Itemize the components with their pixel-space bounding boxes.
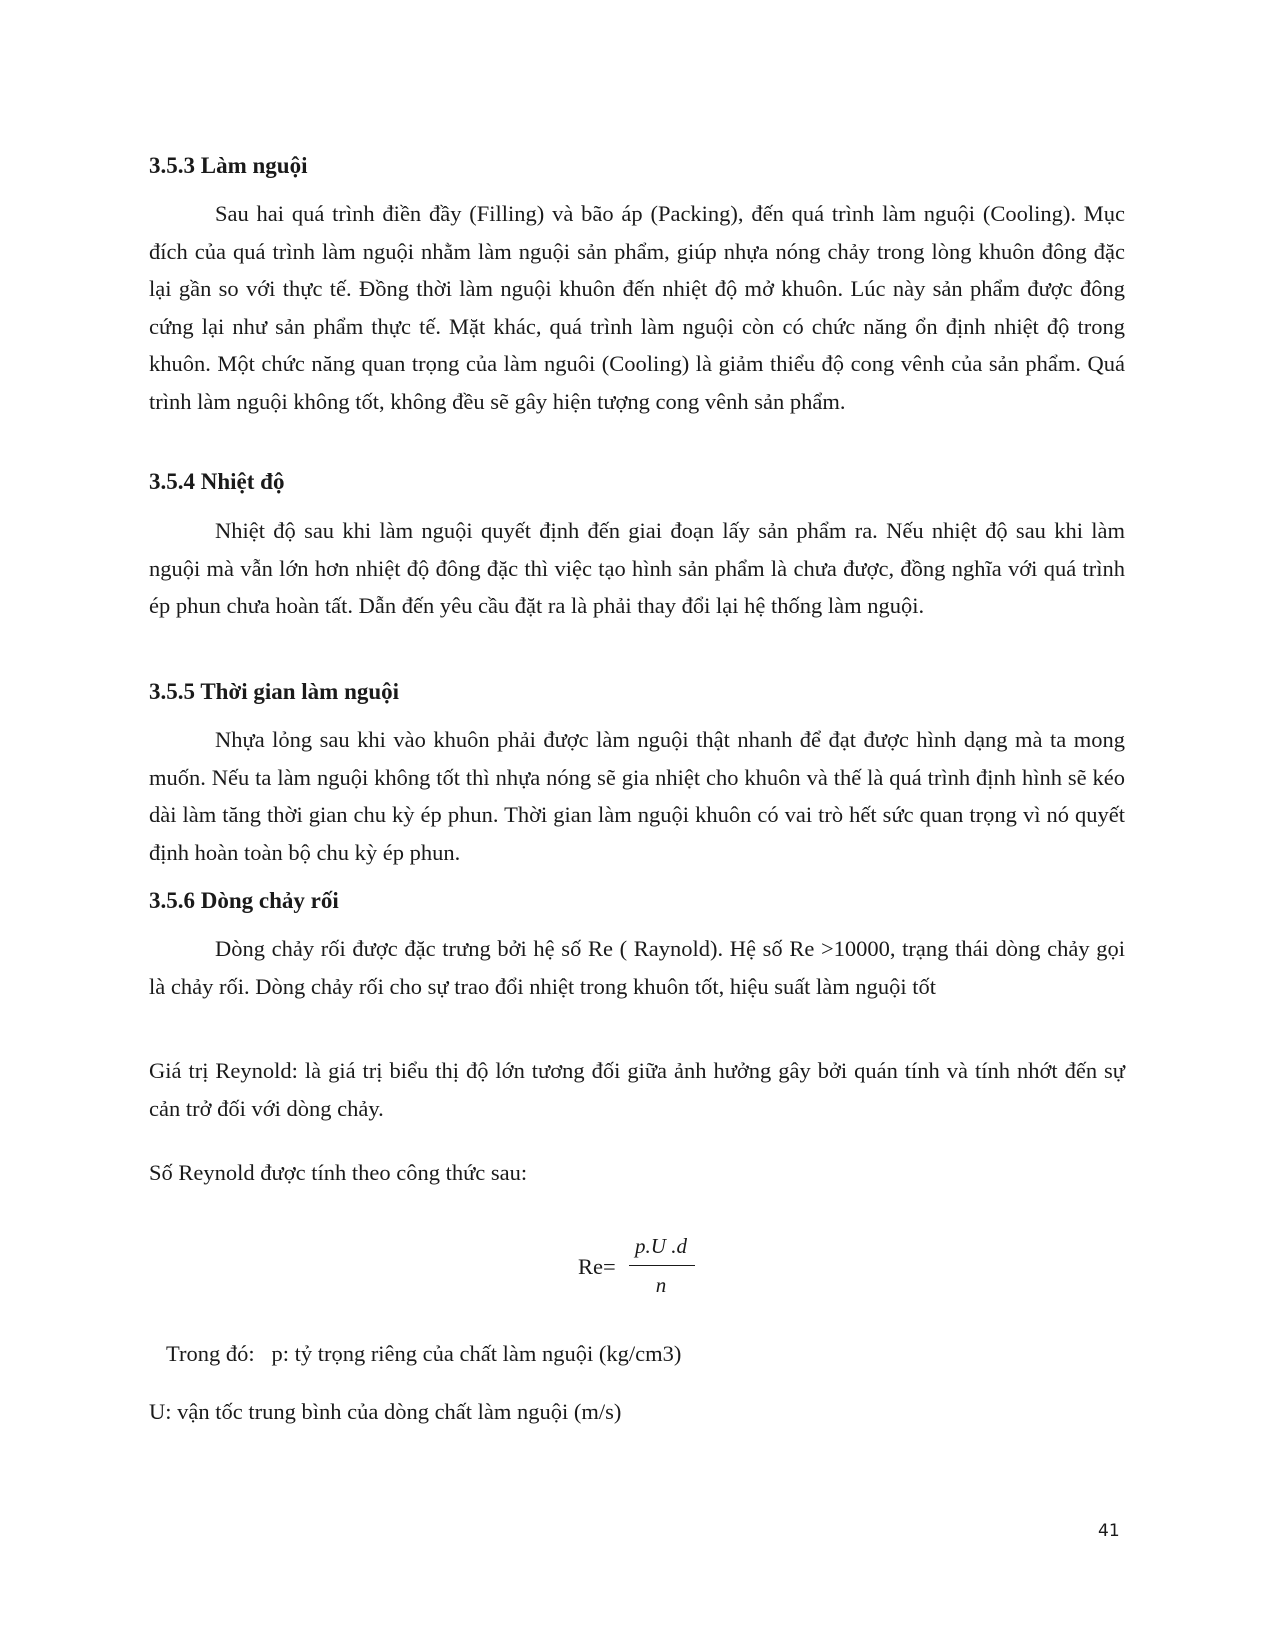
heading-nhiet-do: 3.5.4 Nhiệt độ <box>149 469 285 494</box>
reynold-definition: Giá trị Reynold: là giá trị biểu thị độ lớn tương đối giữa ảnh hưởng gây bởi quán tính và tính nhớt đến sự cản trở đối với dòng chảy. <box>149 1058 1125 1121</box>
paragraph-lam-nguoi: Sau hai quá trình điền đầy (Filling) và bão áp (Packing), đến quá trình làm nguội (Cooling). Mục đích của quá trình làm nguội nhằm làm nguội sản phẩm, giúp nhựa nóng chảy trong lòng khuôn đông đặc lại gần so với thực tế. Đồng thời làm nguội khuôn đến nhiệt độ mở khuôn. Lúc này sản phẩm được đông cứng lại như sản phẩm thực tế. Mặt khác, quá trình làm nguội còn có chức năng ổn định nhiệt độ trong khuôn. Một chức năng quan trọng của làm nguôi (Cooling) là giảm thiểu độ cong vênh của sản phẩm. Quá trình làm nguội không tốt, không đều sẽ gây hiện tượng cong vênh sản phẩm. <box>149 201 1125 414</box>
where-line: Trong đó: p: tỷ trọng riêng của chất làm nguội (kg/cm3) <box>166 1341 682 1366</box>
formula-intro: Số Reynold được tính theo công thức sau: <box>149 1160 528 1185</box>
u-definition-line: U: vận tốc trung bình của dòng chất làm nguội (m/s) <box>149 1399 622 1424</box>
page-number: 41 <box>1098 1521 1120 1541</box>
heading-lam-nguoi: 3.5.3 Làm nguội <box>149 153 308 178</box>
paragraph-dong-chay-roi: Dòng chảy rối được đặc trưng bởi hệ số Re ( Raynold). Hệ số Re >10000, trạng thái dòng chảy gọi là chảy rối. Dòng chảy rối cho sự trao đổi nhiệt trong khuôn tốt, hiệu suất làm nguội tốt <box>149 936 1125 999</box>
heading-thoi-gian-lam-nguoi: 3.5.5 Thời gian làm nguội <box>149 679 400 704</box>
fraction-bar <box>629 1265 695 1266</box>
paragraph-nhiet-do: Nhiệt độ sau khi làm nguội quyết định đến giai đoạn lấy sản phẩm ra. Nếu nhiệt độ sau khi làm nguội mà vẫn lớn hơn nhiệt độ đông đặc thì việc tạo hình sản phẩm là chưa được, đồng nghĩa với quá trình ép phun chưa hoàn tất. Dẫn đến yêu cầu đặt ra là phải thay đổi lại hệ thống làm nguội. <box>149 518 1125 618</box>
formula-denominator: n <box>655 1273 667 1297</box>
heading-dong-chay-roi: 3.5.6 Dòng chảy rối <box>149 888 339 913</box>
formula-numerator: p.U .d <box>635 1234 687 1258</box>
formula-lhs: Re= <box>578 1254 616 1279</box>
paragraph-thoi-gian-lam-nguoi: Nhựa lỏng sau khi vào khuôn phải được làm nguội thật nhanh để đạt được hình dạng mà ta mong muốn. Nếu ta làm nguội không tốt thì nhựa nóng sẽ gia nhiệt cho khuôn và thế là quá trình định hình sẽ kéo dài làm tăng thời gian chu kỳ ép phun. Thời gian làm nguội khuôn có vai trò hết sức quan trọng vì nó quyết định hoàn toàn bộ chu kỳ ép phun. <box>149 727 1125 865</box>
